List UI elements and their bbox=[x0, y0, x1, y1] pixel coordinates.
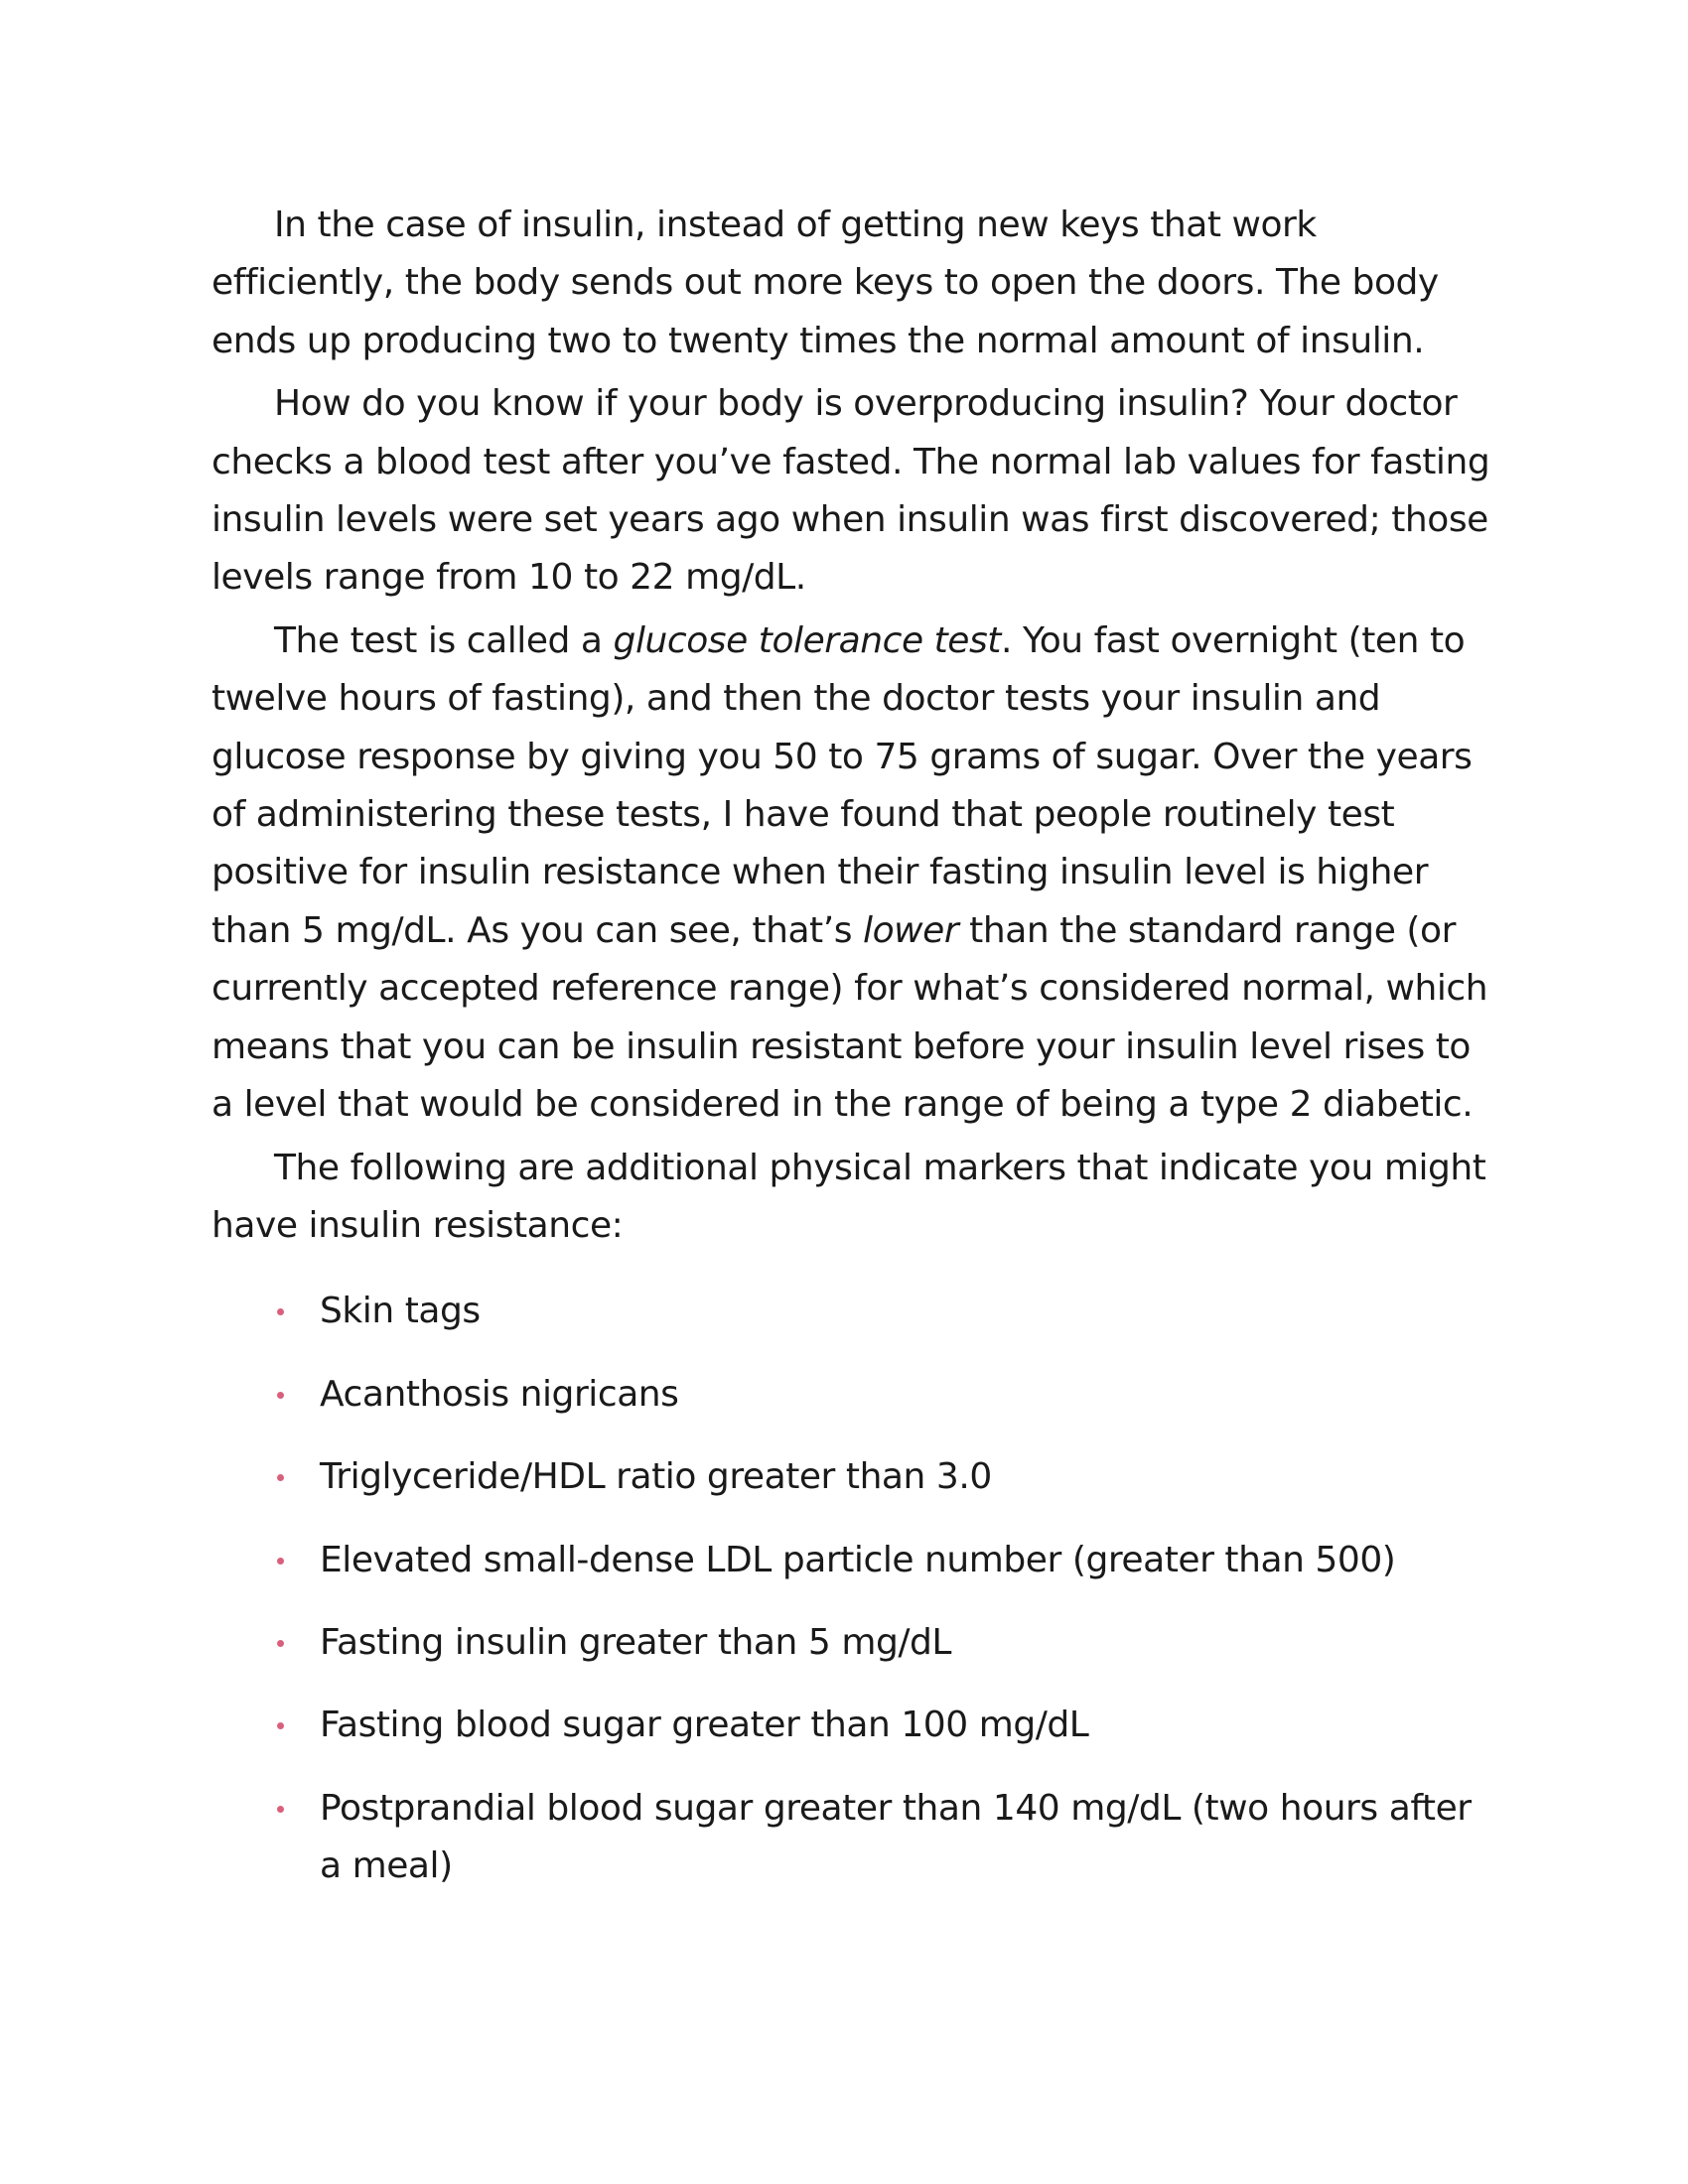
paragraph-text: How do you know if your body is overproducing insulin? Your doctor checks a blood test after you’ve fasted. The normal lab values for fasting insulin levels were set years ago when insulin was first discovered; those levels range from 10 to 22 mg/dL. bbox=[211, 383, 1490, 599]
list-item-text: Acanthosis nigricans bbox=[320, 1373, 679, 1415]
list-item bbox=[211, 1283, 1492, 1340]
paragraph-glucose-tolerance-test bbox=[211, 613, 1492, 1135]
bullet-icon bbox=[277, 1640, 284, 1647]
list-item-text: Fasting blood sugar greater than 100 mg/dL bbox=[320, 1705, 1089, 1746]
paragraph-text: In the case of insulin, instead of getting new keys that work efficiently, the body sends out more keys to open the doors. The body ends up producing two to twenty times the normal amount of insulin. bbox=[211, 205, 1439, 361]
italic-term-lower: lower bbox=[863, 909, 959, 951]
list-item-text: Elevated small-dense LDL particle number (greater than 500) bbox=[320, 1539, 1396, 1580]
bullet-icon bbox=[277, 1806, 284, 1813]
list-item bbox=[211, 1697, 1492, 1754]
list-item-text: Triglyceride/HDL ratio greater than 3.0 bbox=[320, 1456, 992, 1498]
paragraph-physical-markers-intro bbox=[211, 1140, 1492, 1256]
paragraph-text: . You fast overnight (ten to twelve hours of fasting), and then the doctor tests your insulin and glucose response by giving you 50 to 75 grams of sugar. Over the years of administering these tests, I have found that people routinely test positive for insulin resistance when their fasting insulin level is higher than 5 mg/dL. As you can see, that’s bbox=[211, 619, 1473, 951]
list-item-text: Fasting insulin greater than 5 mg/dL bbox=[320, 1621, 952, 1663]
bullet-icon bbox=[277, 1474, 284, 1481]
bullet-icon bbox=[277, 1308, 284, 1315]
list-item bbox=[211, 1532, 1492, 1589]
bullet-icon bbox=[277, 1722, 284, 1729]
bullet-icon bbox=[277, 1558, 284, 1565]
paragraph-text: The test is called a bbox=[274, 619, 614, 661]
italic-term-glucose-tolerance-test: glucose tolerance test bbox=[613, 619, 1001, 661]
list-item-text: Skin tags bbox=[320, 1291, 481, 1332]
body-text bbox=[211, 197, 1492, 1921]
paragraph-overproducing-insulin bbox=[211, 375, 1492, 608]
bullet-icon bbox=[277, 1392, 284, 1399]
list-item bbox=[211, 1448, 1492, 1506]
list-item bbox=[211, 1366, 1492, 1424]
paragraph-text: than the standard range (or currently accepted reference range) for what’s considered normal, which means that you can be insulin resistant before your insulin level rises to a level that would be considered in the range of being a type 2 diabetic. bbox=[211, 909, 1488, 1126]
insulin-resistance-markers-list bbox=[211, 1283, 1492, 1895]
list-item bbox=[211, 1614, 1492, 1672]
paragraph-insulin-keys bbox=[211, 197, 1492, 370]
list-item bbox=[211, 1780, 1492, 1896]
paragraph-text: The following are additional physical markers that indicate you might have insulin resistance: bbox=[211, 1147, 1486, 1246]
list-item-text: Postprandial blood sugar greater than 140 mg/dL (two hours after a meal) bbox=[320, 1787, 1472, 1887]
